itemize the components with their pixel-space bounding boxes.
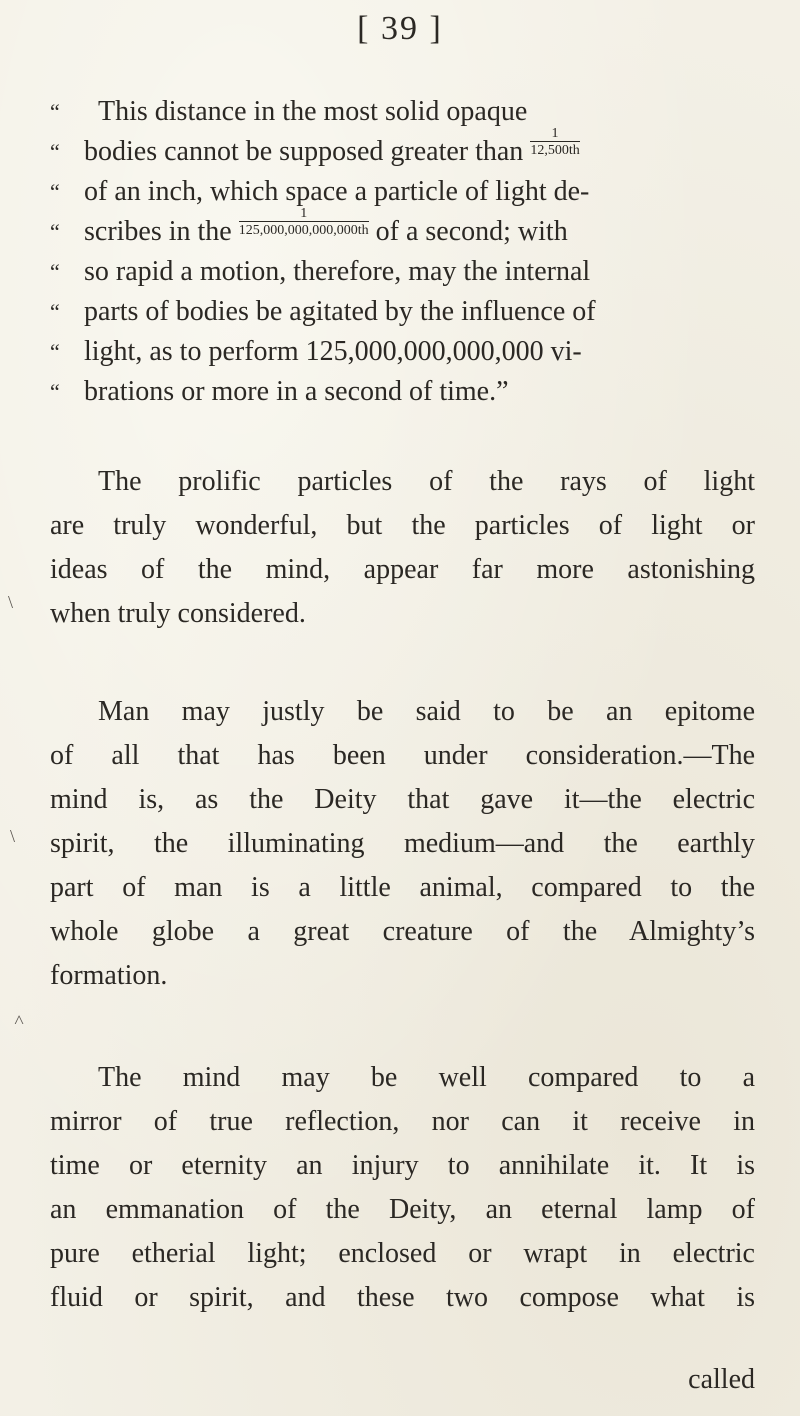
margin-mark-icon: \	[8, 592, 14, 612]
quotation-block	[50, 92, 755, 412]
margin-mark-icon: \	[10, 826, 16, 846]
quote-mark: “	[50, 219, 60, 244]
fraction	[530, 126, 580, 164]
paragraph	[50, 1056, 755, 1320]
quote-mark: “	[50, 299, 60, 324]
paragraph-line: mirror of true reflection, nor can it receive in	[50, 1106, 755, 1137]
paragraph-line: The prolific particles of the rays of light	[98, 466, 755, 497]
quote-mark: “	[50, 259, 60, 284]
paragraph-line: when truly considered.	[50, 598, 306, 629]
quote-mark: “	[50, 179, 60, 204]
paragraph-line: time or eternity an injury to annihilate it. It is	[50, 1150, 755, 1181]
fraction-denominator: 12,500th	[530, 143, 580, 158]
quote-line	[50, 292, 755, 332]
catchword: called	[688, 1364, 755, 1395]
quote-line	[50, 172, 755, 212]
paragraph	[50, 460, 755, 636]
quote-line-text: brations or more in a second of time.”	[84, 376, 509, 407]
quote-line	[50, 92, 755, 132]
quote-line	[50, 332, 755, 372]
quote-line-text: of an inch, which space a particle of light de-	[84, 176, 590, 207]
paragraph-line: The mind may be well compared to a	[98, 1062, 755, 1093]
paragraph-line: Man may justly be said to be an epitome	[98, 696, 755, 727]
paragraph	[50, 690, 755, 998]
fraction-denominator: 125,000,000,000,000th	[238, 223, 369, 238]
quote-mark: “	[50, 339, 60, 364]
quote-line-text: bodies cannot be supposed greater than	[84, 136, 524, 167]
quote-line-text: scribes in the	[84, 216, 232, 247]
paragraph-line: pure etherial light; enclosed or wrapt in electric	[50, 1238, 755, 1269]
quote-mark: “	[50, 379, 60, 404]
paragraph-line: ideas of the mind, appear far more astonishing	[50, 554, 755, 585]
page-number: [ 39 ]	[357, 10, 443, 47]
quote-line-text: parts of bodies be agitated by the influence of	[84, 296, 596, 327]
quote-line-text: This distance in the most solid opaque	[98, 96, 528, 127]
quote-line	[50, 126, 755, 172]
paragraph-line: are truly wonderful, but the particles of light or	[50, 510, 755, 541]
quote-line	[50, 252, 755, 292]
quote-mark: “	[50, 99, 60, 124]
fraction-numerator: 1	[551, 126, 559, 141]
quote-line	[50, 372, 755, 412]
paragraph-line: part of man is a little animal, compared to the	[50, 872, 755, 903]
quote-line-text: so rapid a motion, therefore, may the internal	[84, 256, 591, 287]
quote-line-text: of a second; with	[375, 216, 568, 247]
fraction	[238, 206, 369, 244]
fraction-numerator: 1	[300, 206, 308, 221]
quote-line	[50, 206, 755, 252]
paragraph-line: whole globe a great creature of the Almighty’s	[50, 916, 755, 947]
paragraph-line: an emmanation of the Deity, an eternal lamp of	[50, 1194, 755, 1225]
quote-line-text: light, as to perform 125,000,000,000,000 vi-	[84, 336, 582, 367]
paragraph-line: fluid or spirit, and these two compose what is	[50, 1282, 755, 1313]
quote-mark: “	[50, 139, 60, 164]
paragraph-line: of all that has been under consideration.—The	[50, 740, 755, 771]
margin-mark-icon: ˄	[14, 1010, 25, 1030]
paragraph-line: formation.	[50, 960, 168, 991]
paragraph-line: spirit, the illuminating medium—and the earthly	[50, 828, 755, 859]
paragraph-line: mind is, as the Deity that gave it—the electric	[50, 784, 755, 815]
